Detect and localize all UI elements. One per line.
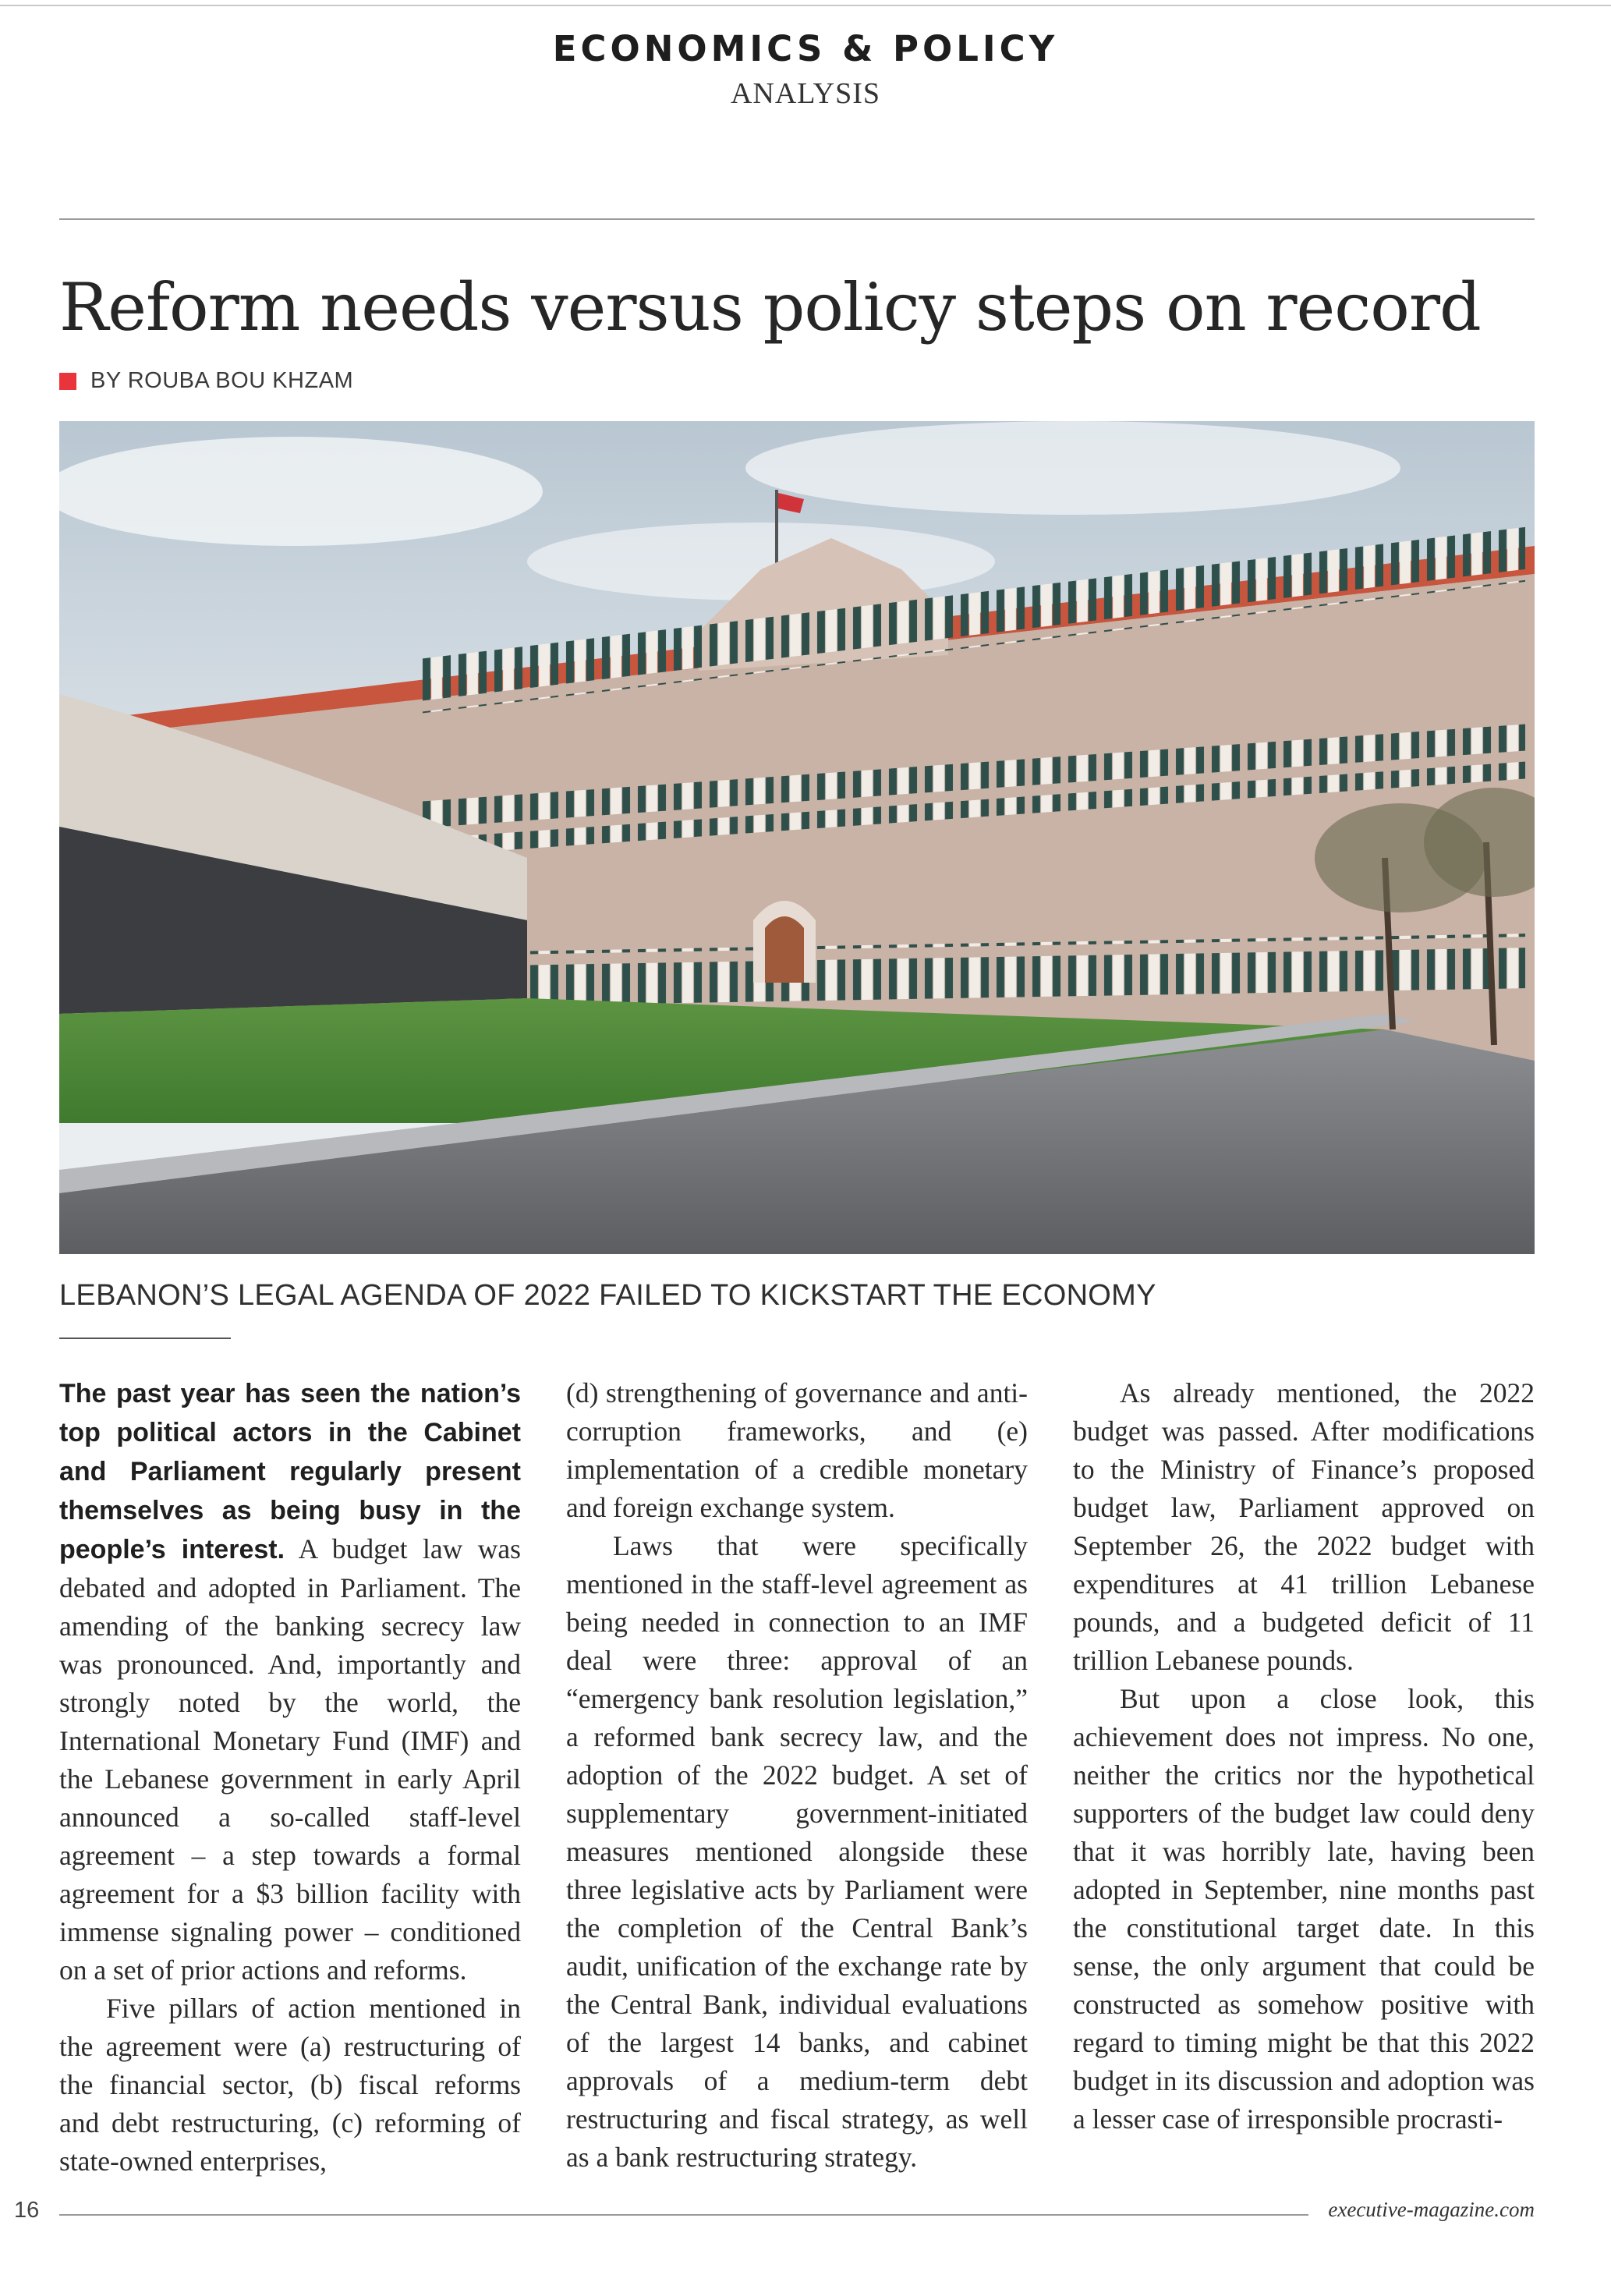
lead-text: The past year has seen the nation’s top political actors in the Cabinet and Parliament regularly present themselves as being busy in the people’s interest. bbox=[59, 1379, 521, 1564]
article-column-2 bbox=[566, 1374, 1028, 2177]
article-column-3 bbox=[1073, 1374, 1535, 2138]
paragraph: Laws that were specifically mentioned in the staff-level agreement as being needed in connection to an IMF deal were three: approval of an “emergency bank resolution legislation,” a reformed bank secrecy law, and the adoption of the 2022 budget. A set of supplementary government-initiated measures mentioned alongside these three legislative acts by Parliament were the completion of the Central Bank’s audit, unification of the exchange rate by the Central Bank, individual evaluations of the largest 14 banks, and cabinet approvals of a medium-term debt restructuring and fiscal strategy, as well as a bank restructuring strategy. bbox=[566, 1530, 1028, 2173]
paragraph: As already mentioned, the 2022 budget was passed. After modifications to the Ministry of Finance’s proposed budget law, Parliament approved on September 26, the 2022 budget with expenditures at 41 trillion Lebanese pounds, and a budgeted deficit of 11 trillion Lebanese pounds. bbox=[1073, 1377, 1535, 1676]
article-column-1 bbox=[59, 1374, 521, 2181]
caption-divider bbox=[59, 1338, 231, 1339]
byline-text: BY ROUBA BOU KHZAM bbox=[90, 368, 354, 393]
palace-photo-illustration bbox=[59, 421, 1535, 1254]
footer-website: executive-magazine.com bbox=[1328, 2198, 1535, 2221]
article-photo bbox=[59, 421, 1535, 1254]
byline bbox=[59, 368, 353, 394]
paragraph: (d) strengthening of governance and anti-corruption frameworks, and (e) implementation of a credible monetary and foreign exchange system. bbox=[566, 1377, 1028, 1523]
header-divider bbox=[59, 218, 1535, 220]
article-title: Reform needs versus policy steps on record bbox=[59, 269, 1481, 345]
page-number: 16 bbox=[14, 2198, 40, 2223]
section-label: ECONOMICS & POLICY bbox=[552, 28, 1059, 69]
footer-divider bbox=[59, 2214, 1308, 2216]
lead-paragraph bbox=[59, 1374, 521, 1990]
lead-paragraph-rest: A budget law was debated and adopted in Parliament. The amending of the banking secrecy law was pronounced. And, importantly and strongly noted by the world, the International Monetary Fund (IMF) and the Lebanese government in early April announced a so-called staff-level agreement – a step towards a formal agreement for a $3 billion facility with immense signaling power – conditioned on a set of prior actions and reforms. bbox=[59, 1533, 522, 1986]
top-rule bbox=[0, 5, 1611, 6]
photo-caption: LEBANON’S LEGAL AGENDA OF 2022 FAILED TO KICKSTART THE ECONOMY bbox=[59, 1279, 1156, 1312]
byline-marker-icon bbox=[59, 373, 76, 390]
paragraph: Five pillars of action mentioned in the agreement were (a) restructuring of the financial sector, (b) fiscal reforms and debt restructuring, (c) reforming of state-owned enterprises, bbox=[59, 1993, 521, 2177]
section-sublabel: ANALYSIS bbox=[730, 77, 881, 110]
paragraph: But upon a close look, this achievement does not impress. No one, neither the critics nor the hypothetical supporters of the budget law could deny that it was horribly late, having been adopted in September, nine months past the constitutional target date. In this sense, the only argument that could be constructed as somehow positive with regard to timing might be that this 2022 budget in its discussion and adoption was a lesser case of irresponsible procrasti- bbox=[1073, 1683, 1535, 2135]
